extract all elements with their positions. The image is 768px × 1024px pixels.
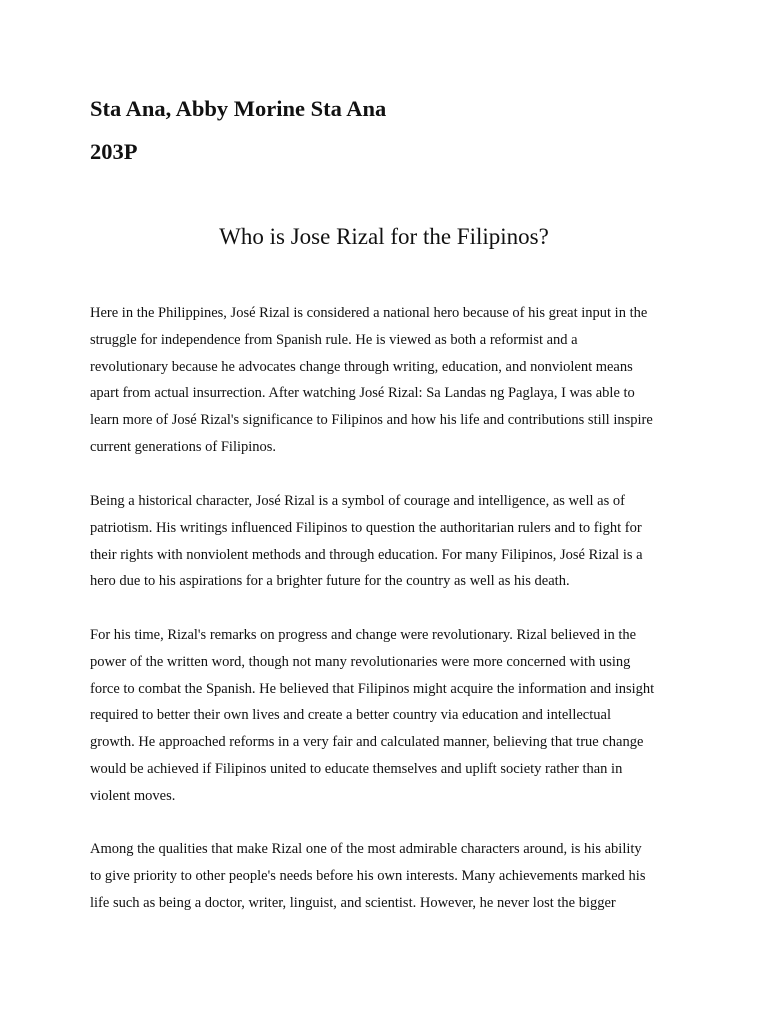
paragraph-3 <box>90 622 690 810</box>
paragraph-4 <box>90 836 690 916</box>
paragraph-line: hero due to his aspirations for a brighter future for the country as well as his death. <box>90 573 570 590</box>
paragraph-line: growth. He approached reforms in a very fair and calculated manner, believing that true change <box>90 734 644 751</box>
paragraph-line: their rights with nonviolent methods and through education. For many Filipinos, José Rizal is a <box>90 546 643 563</box>
paragraph-2 <box>90 488 690 595</box>
paragraph-line: required to better their own lives and create a better country via education and intellectual <box>90 707 611 724</box>
paragraph-line: current generations of Filipinos. <box>90 438 277 455</box>
paragraph-line: violent moves. <box>90 787 176 804</box>
paragraph-line: struggle for independence from Spanish rule. He is viewed as both a reformist and a <box>90 331 578 348</box>
paragraph-1 <box>90 300 690 461</box>
paragraph-line: patriotism. His writings influenced Filipinos to question the authoritarian rulers and to fight for <box>90 519 642 536</box>
paragraph-line: Among the qualities that make Rizal one of the most admirable characters around, is his ability <box>90 841 642 857</box>
paragraph-line: Here in the Philippines, José Rizal is considered a national hero because of his great input in the <box>90 305 648 321</box>
paragraph-line: learn more of José Rizal's significance to Filipinos and how his life and contributions still inspire <box>90 412 653 429</box>
document-title: Who is Jose Rizal for the Filipinos? <box>219 224 549 249</box>
paragraph-line: For his time, Rizal's remarks on progress and change were revolutionary. Rizal believed in the <box>90 627 637 643</box>
paragraph-line: Being a historical character, José Rizal is a symbol of courage and intelligence, as well as of <box>90 493 625 509</box>
paragraph-line: would be achieved if Filipinos united to educate themselves and uplift society rather than in <box>90 760 623 777</box>
paragraph-line: force to combat the Spanish. He believed that Filipinos might acquire the information and insight <box>90 680 655 697</box>
author-name: Sta Ana, Abby Morine Sta Ana <box>90 96 387 121</box>
paragraph-line: power of the written word, though not many revolutionaries were more concerned with using <box>90 653 631 670</box>
section-code: 203P <box>90 139 138 164</box>
paragraph-line: revolutionary because he advocates change through writing, education, and nonviolent means <box>90 358 633 375</box>
paragraph-line: apart from actual insurrection. After watching José Rizal: Sa Landas ng Paglaya, I was able to <box>90 385 635 402</box>
paragraph-line: life such as being a doctor, writer, linguist, and scientist. However, he never lost the bigger <box>90 894 616 911</box>
paragraph-line: to give priority to other people's needs before his own interests. Many achievements marked his <box>90 867 646 884</box>
